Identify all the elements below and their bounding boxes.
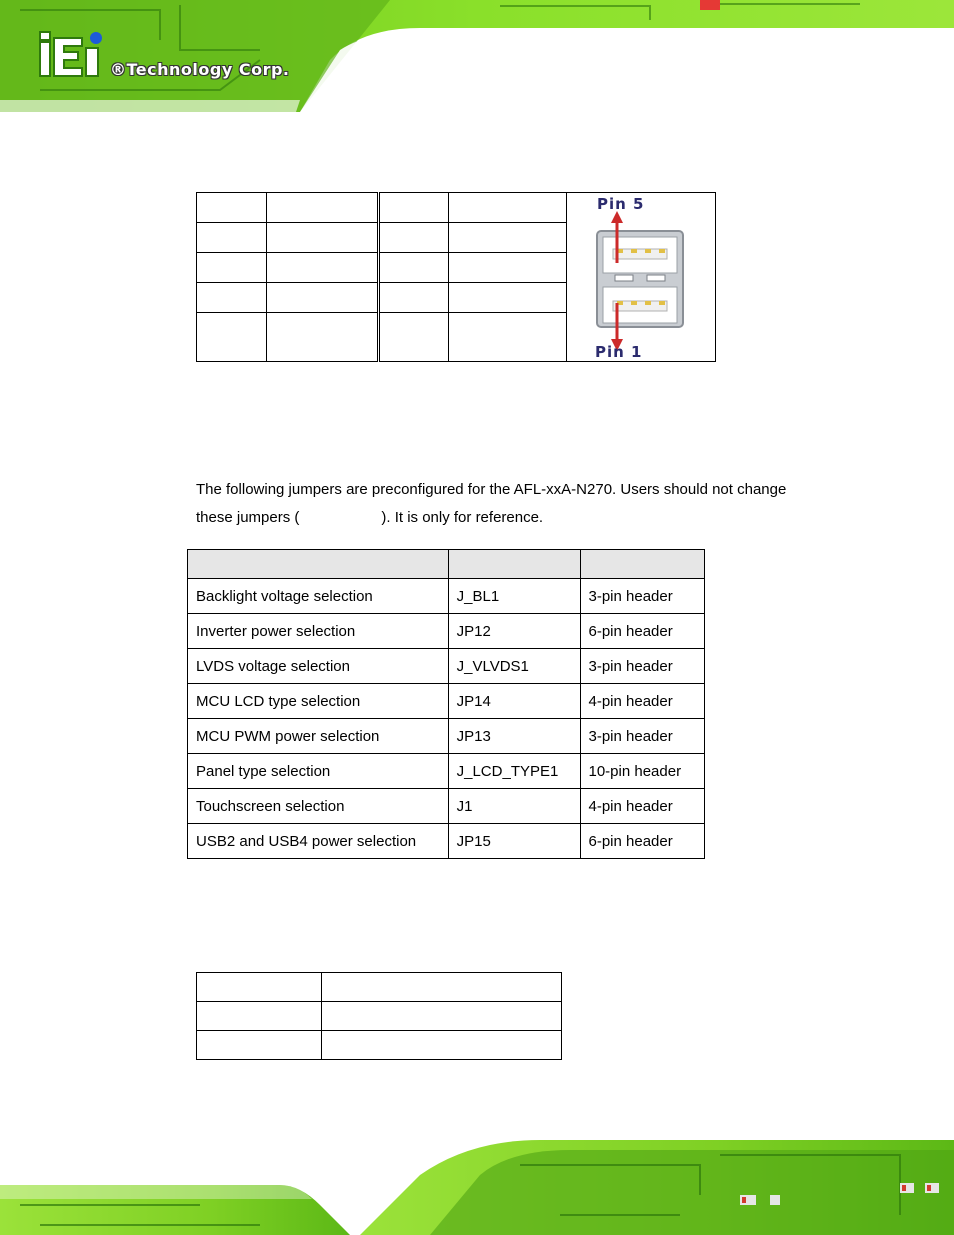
intro-line-1: The following jumpers are preconfigured for the AFL-xxA-N270. Users should not change <box>196 481 787 498</box>
jumper-name: MCU PWM power selection <box>188 719 449 754</box>
usb-connector-diagram <box>566 193 715 362</box>
jumper-label: J_BL1 <box>448 579 580 614</box>
jumper-type: 3-pin header <box>580 649 705 684</box>
page-header-banner <box>0 0 954 112</box>
table-cell <box>449 223 567 253</box>
jumper-type: 3-pin header <box>580 579 705 614</box>
usb-pinout-table <box>196 192 716 362</box>
table-cell <box>378 193 449 223</box>
intro-line-2-start: these jumpers ( <box>196 509 300 526</box>
jumper-label: J_VLVDS1 <box>448 649 580 684</box>
table-cell <box>322 1002 562 1031</box>
table-cell <box>197 313 267 362</box>
page-footer-banner <box>0 1125 954 1235</box>
table-cell <box>197 1002 322 1031</box>
jumper-label: JP13 <box>448 719 580 754</box>
iei-logo <box>38 30 108 78</box>
table-row <box>188 824 705 859</box>
table-cell <box>197 283 267 313</box>
table-row <box>188 789 705 824</box>
jumper-name: Touchscreen selection <box>188 789 449 824</box>
settings-table <box>196 972 562 1060</box>
jumper-name: Panel type selection <box>188 754 449 789</box>
table-row <box>188 614 705 649</box>
table-cell <box>449 193 567 223</box>
pin-5-label: Pin 5 <box>596 195 645 213</box>
jumper-type: 3-pin header <box>580 719 705 754</box>
jumper-label: J1 <box>448 789 580 824</box>
table-row <box>197 1031 562 1060</box>
jumper-name: MCU LCD type selection <box>188 684 449 719</box>
table-cell <box>266 253 378 283</box>
preconfigured-jumpers-table <box>187 549 705 859</box>
table-cell <box>266 283 378 313</box>
table-cell <box>197 973 322 1002</box>
jumper-type: 10-pin header <box>580 754 705 789</box>
jumper-type: 4-pin header <box>580 684 705 719</box>
table-row <box>197 973 562 1002</box>
table-cell <box>378 223 449 253</box>
company-name: ®Technology Corp. <box>110 60 290 79</box>
table-cell <box>449 283 567 313</box>
table-cell <box>378 313 449 362</box>
table-row <box>188 684 705 719</box>
jumper-label: JP14 <box>448 684 580 719</box>
table-cell <box>266 313 378 362</box>
pin-1-label: Pin 1 <box>594 343 643 361</box>
table-header-row <box>188 550 705 579</box>
table-cell <box>197 253 267 283</box>
pcb-footer-graphic <box>0 1125 954 1235</box>
intro-line-2 <box>196 504 836 532</box>
table-row <box>188 719 705 754</box>
table-cell <box>266 223 378 253</box>
jumper-name: USB2 and USB4 power selection <box>188 824 449 859</box>
table-cell <box>378 283 449 313</box>
table-cell <box>378 253 449 283</box>
table-row <box>188 754 705 789</box>
jumper-name: LVDS voltage selection <box>188 649 449 684</box>
jumper-type: 6-pin header <box>580 824 705 859</box>
column-header <box>448 550 580 579</box>
jumper-name: Inverter power selection <box>188 614 449 649</box>
table-row <box>197 1002 562 1031</box>
jumper-name: Backlight voltage selection <box>188 579 449 614</box>
jumper-type: 4-pin header <box>580 789 705 824</box>
jumper-label: JP15 <box>448 824 580 859</box>
column-header <box>580 550 705 579</box>
jumper-label: J_LCD_TYPE1 <box>448 754 580 789</box>
table-row <box>197 193 716 223</box>
table-cell <box>322 973 562 1002</box>
jumper-label: JP12 <box>448 614 580 649</box>
jumper-type: 6-pin header <box>580 614 705 649</box>
pcb-banner-graphic <box>0 0 954 112</box>
table-row <box>188 649 705 684</box>
table-cell <box>322 1031 562 1060</box>
table-cell <box>449 253 567 283</box>
intro-paragraph <box>196 476 836 532</box>
table-row <box>188 579 705 614</box>
table-cell <box>197 223 267 253</box>
column-header <box>188 550 449 579</box>
table-cell <box>266 193 378 223</box>
table-cell <box>197 1031 322 1060</box>
table-cell <box>449 313 567 362</box>
intro-line-2-end: ). It is only for reference. <box>381 509 544 526</box>
table-cell <box>197 193 267 223</box>
